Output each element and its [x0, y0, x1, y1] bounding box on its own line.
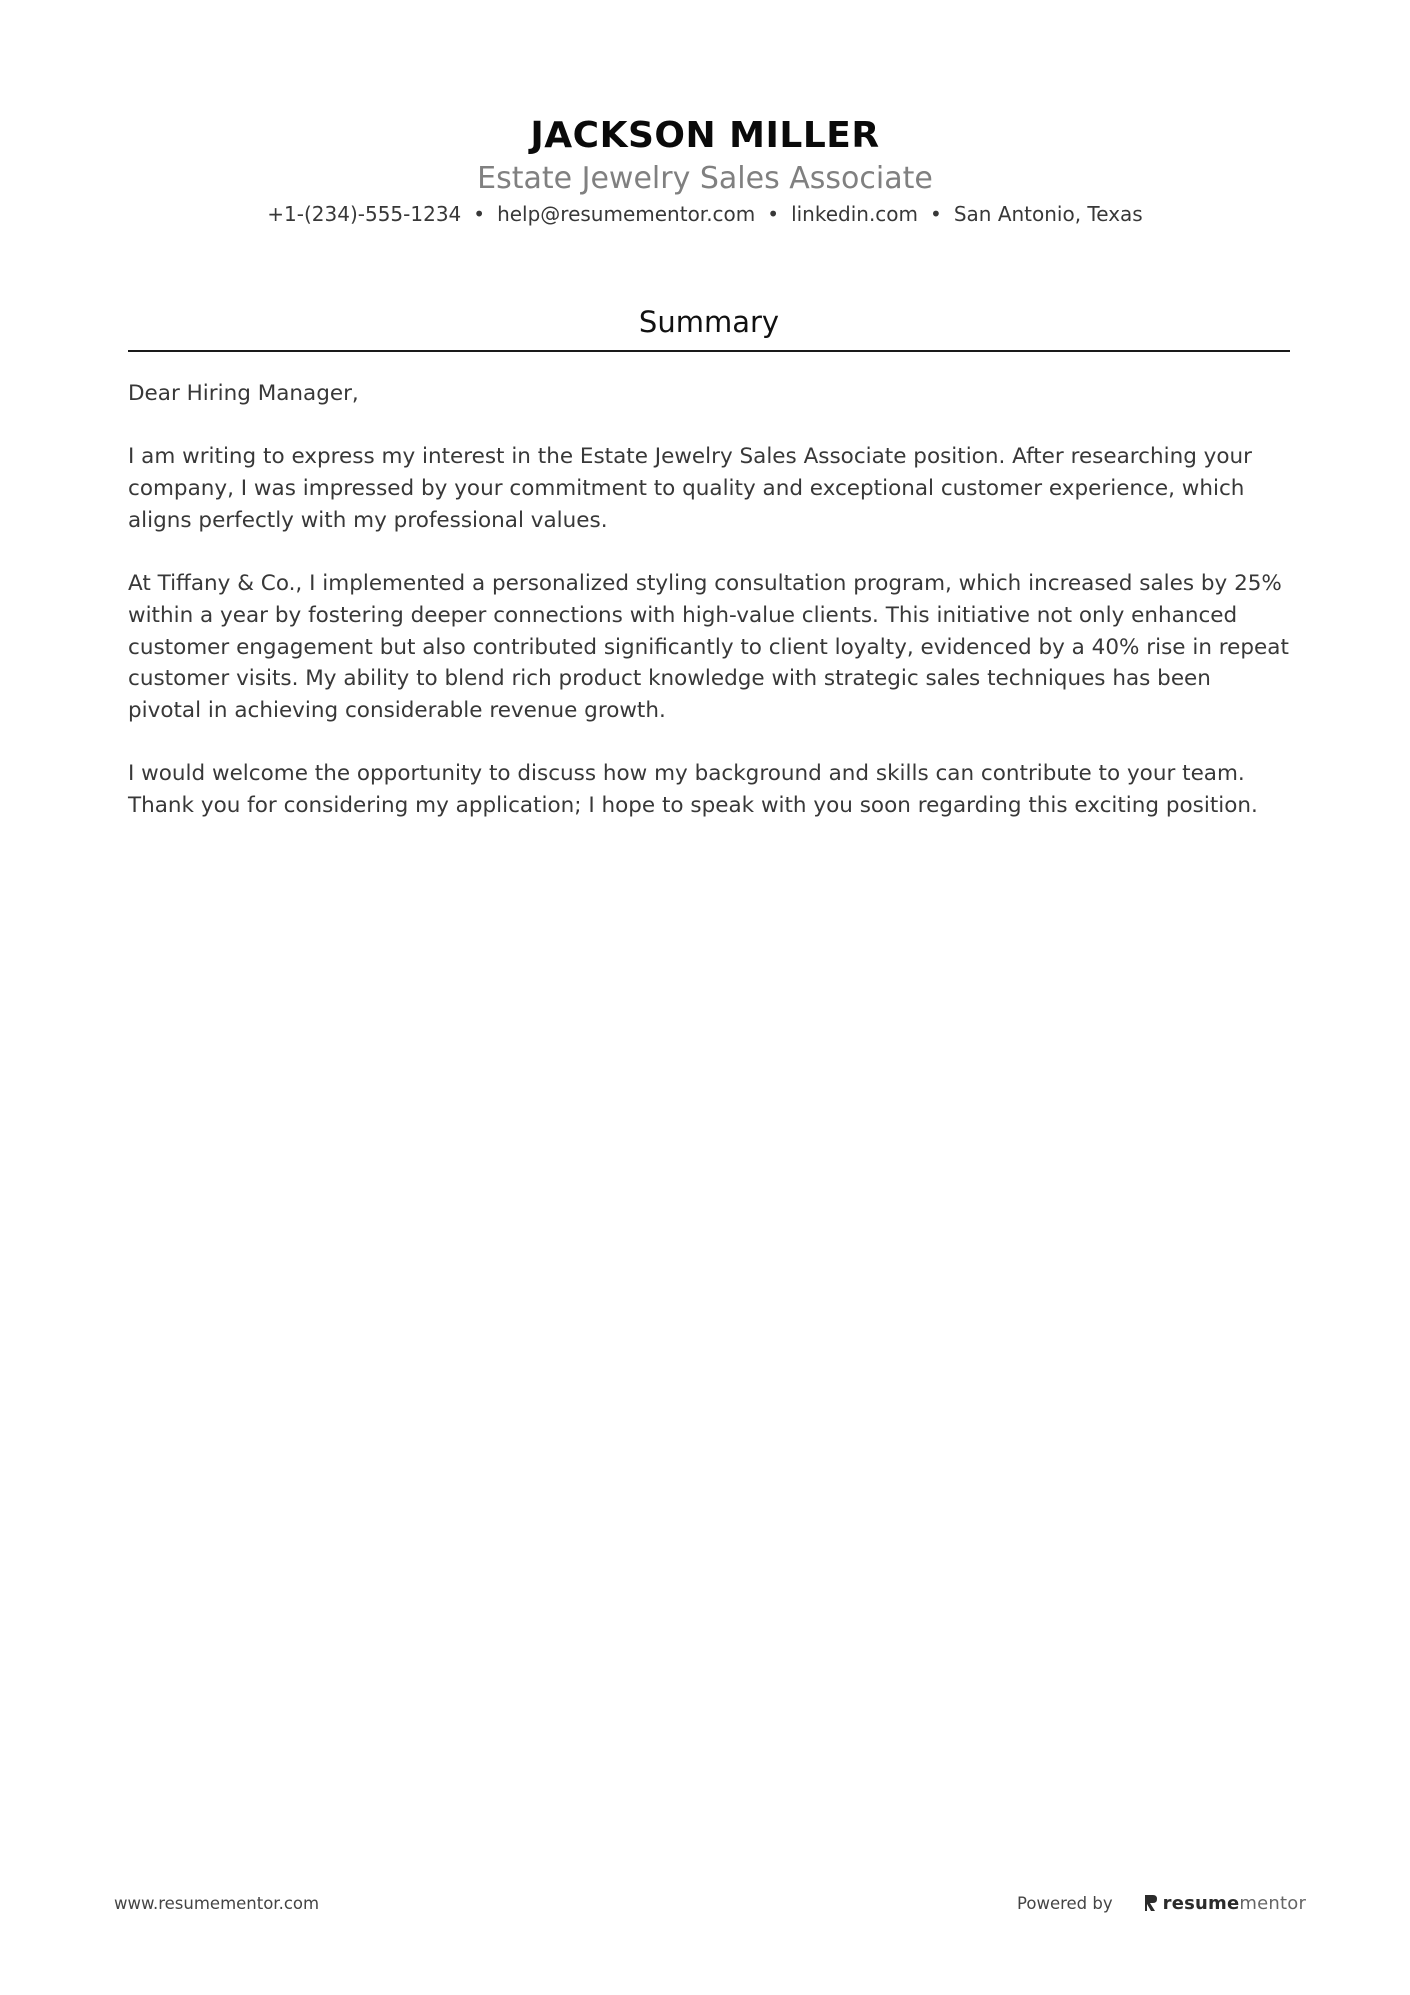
footer-powered-by [1017, 1888, 1306, 1918]
brand-logo [1143, 1893, 1306, 1914]
resume-header [0, 112, 1410, 230]
powered-by-label: Powered by [1017, 1893, 1113, 1913]
brand-name-light: mentor [1239, 1892, 1307, 1914]
letter-paragraph: I am writing to express my interest in the Estate Jewelry Sales Associate position. After researching your company, I was impressed by your commitment to quality and exceptional customer experience, which aligns perfectly with my professional values. [128, 444, 1253, 533]
contact-separator: • [473, 202, 486, 226]
contact-location: San Antonio, Texas [953, 202, 1143, 226]
letter-paragraph: I would welcome the opportunity to discuss how my background and skills can contribute to your team. Thank you for considering my application; I hope to speak with you soon regarding this exciting position. [128, 761, 1258, 819]
section-divider [128, 350, 1290, 352]
letter-salutation: Dear Hiring Manager, [128, 381, 359, 406]
section-heading-summary: Summary [638, 305, 780, 339]
contact-linkedin: linkedin.com [791, 202, 919, 226]
contact-separator: • [930, 202, 942, 226]
brand-name-bold: resume [1162, 1892, 1240, 1914]
contact-separator: • [767, 202, 780, 226]
job-title: Estate Jewelry Sales Associate [477, 161, 933, 196]
footer-website: www.resumementor.com [114, 1894, 320, 1913]
resumementor-logo-icon [1143, 1893, 1159, 1913]
contact-phone: +1-(234)-555-1234 [267, 202, 462, 226]
contact-line [0, 198, 1410, 230]
contact-email: help@resumementor.com [497, 202, 756, 226]
letter-body [128, 378, 1290, 853]
letter-paragraph: At Tiffany & Co., I implemented a personalized styling consultation program, which increased sales by 25% within a year by fostering deeper connections with high-value clients. This initiative not only enhanced customer engagement but also contributed significantly to client loyalty, evidenced by a 40% rise in repeat customer visits. My ability to blend rich product knowledge with strategic sales techniques has been pivotal in achieving considerable revenue growth. [128, 571, 1289, 723]
candidate-name: JACKSON MILLER [530, 115, 880, 156]
